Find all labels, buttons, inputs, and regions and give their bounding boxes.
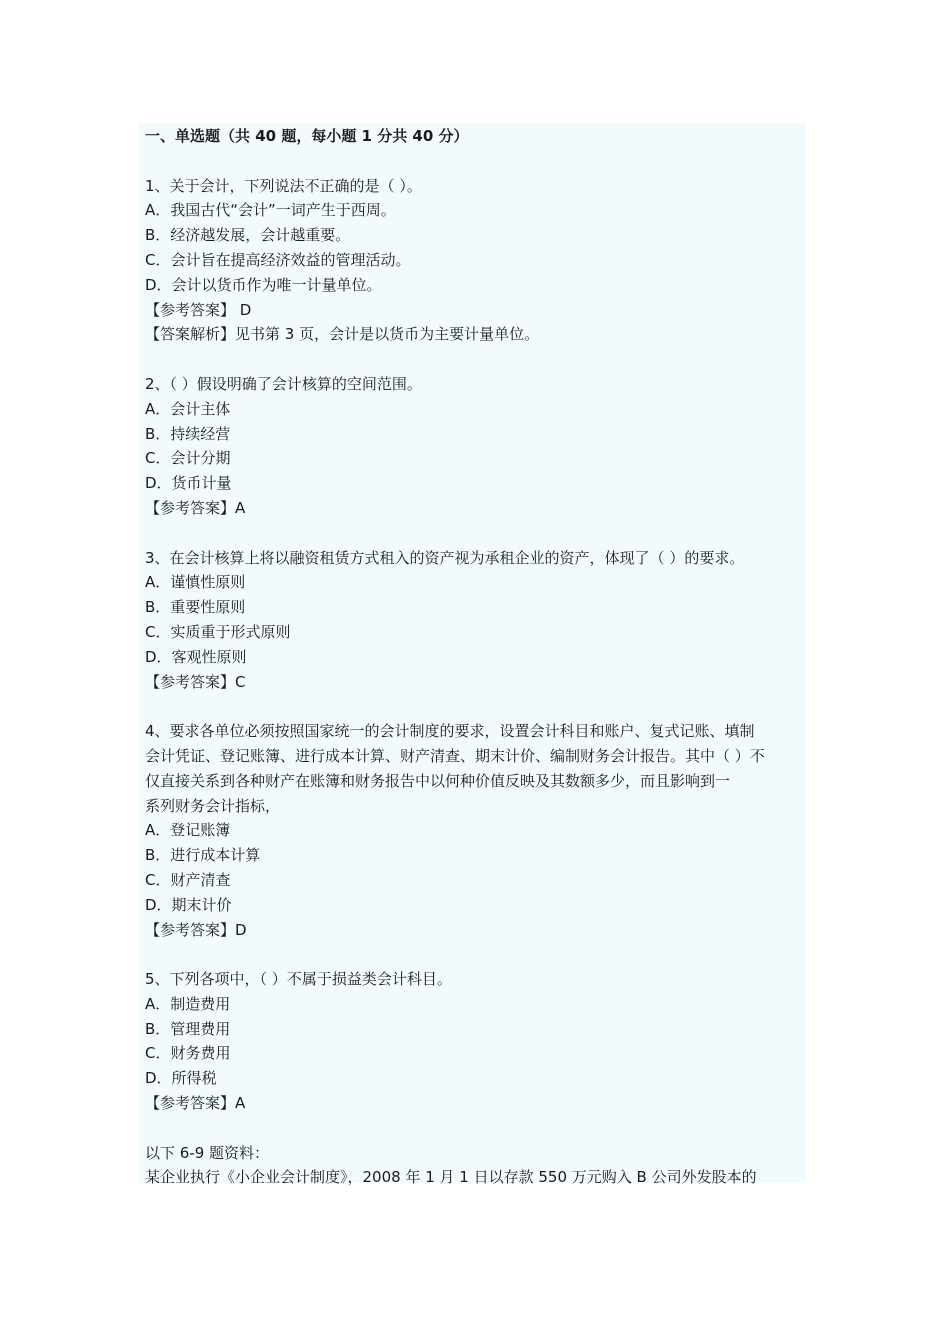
question-1 (145, 174, 809, 348)
material-intro: 以下 6-9 题资料： (145, 1143, 270, 1162)
option-d: D．所得税 (145, 1069, 217, 1088)
option-c: C．会计旨在提高经济效益的管理活动。 (145, 250, 411, 269)
option-d: D．客观性原则 (145, 647, 247, 666)
question-stem-line-2: 会计凭证、登记账簿、进行成本计算、财产清查、期末计价、编制财务会计报告。其中（ ）不 (145, 746, 765, 765)
question-stem-line-1: 4、要求各单位必须按照国家统一的会计制度的要求，设置会计科目和账户、复式记账、填制 (145, 722, 755, 741)
option-a: A．会计主体 (145, 399, 231, 418)
answer-analysis: 【答案解析】见书第 3 页，会计是以货币为主要计量单位。 (145, 325, 540, 344)
option-b: B．重要性原则 (145, 598, 246, 617)
option-d: D．期末计价 (145, 895, 232, 914)
question-stem: 3、在会计核算上将以融资租赁方式租入的资产视为承租企业的资产，体现了（ ）的要求。 (145, 548, 745, 567)
section-title: 一、单选题（共 40 题，每小题 1 分共 40 分） (145, 127, 469, 145)
question-stem: 2、（ ）假设明确了会计核算的空间范围。 (145, 374, 422, 393)
reference-answer: 【参考答案】C (145, 672, 246, 691)
reference-answer: 【参考答案】D (145, 920, 247, 939)
option-d: D．会计以货币作为唯一计量单位。 (145, 275, 382, 294)
question-stem-line-4: 系列财务会计指标， (145, 796, 281, 815)
option-b: B．持续经营 (145, 424, 231, 443)
reference-answer: 【参考答案】 D (145, 300, 252, 319)
exam-content (145, 124, 809, 1190)
option-c: C．财务费用 (145, 1044, 231, 1063)
option-d: D．货币计量 (145, 474, 232, 493)
option-a: A．登记账簿 (145, 821, 231, 840)
option-b: B．管理费用 (145, 1019, 231, 1038)
question-5 (145, 967, 809, 1116)
question-4 (145, 719, 809, 942)
option-a: A．谨慎性原则 (145, 573, 246, 592)
option-a: A．制造费用 (145, 994, 231, 1013)
option-c: C．实质重于形式原则 (145, 622, 291, 641)
material-text: 某企业执行《小企业会计制度》，2008 年 1 月 1 日以存款 550 万元购入 B 公司外发股本的 (145, 1168, 757, 1187)
option-b: B．经济越发展，会计越重要。 (145, 226, 351, 245)
option-c: C．财产清查 (145, 870, 231, 889)
question-stem: 1、关于会计，下列说法不正确的是（ ）。 (145, 176, 422, 195)
reference-answer: 【参考答案】A (145, 1094, 246, 1113)
option-b: B．进行成本计算 (145, 846, 261, 865)
question-2 (145, 372, 809, 521)
option-a: A．我国古代“会计”一词产生于西周。 (145, 201, 396, 220)
reference-answer: 【参考答案】A (145, 498, 246, 517)
option-c: C．会计分期 (145, 449, 231, 468)
question-3 (145, 546, 809, 695)
question-stem-line-3: 仅直接关系到各种财产在账簿和财务报告中以何种价值反映及其数额多少，而且影响到一 (145, 771, 731, 790)
question-stem: 5、下列各项中，（ ）不属于损益类会计科目。 (145, 970, 452, 989)
